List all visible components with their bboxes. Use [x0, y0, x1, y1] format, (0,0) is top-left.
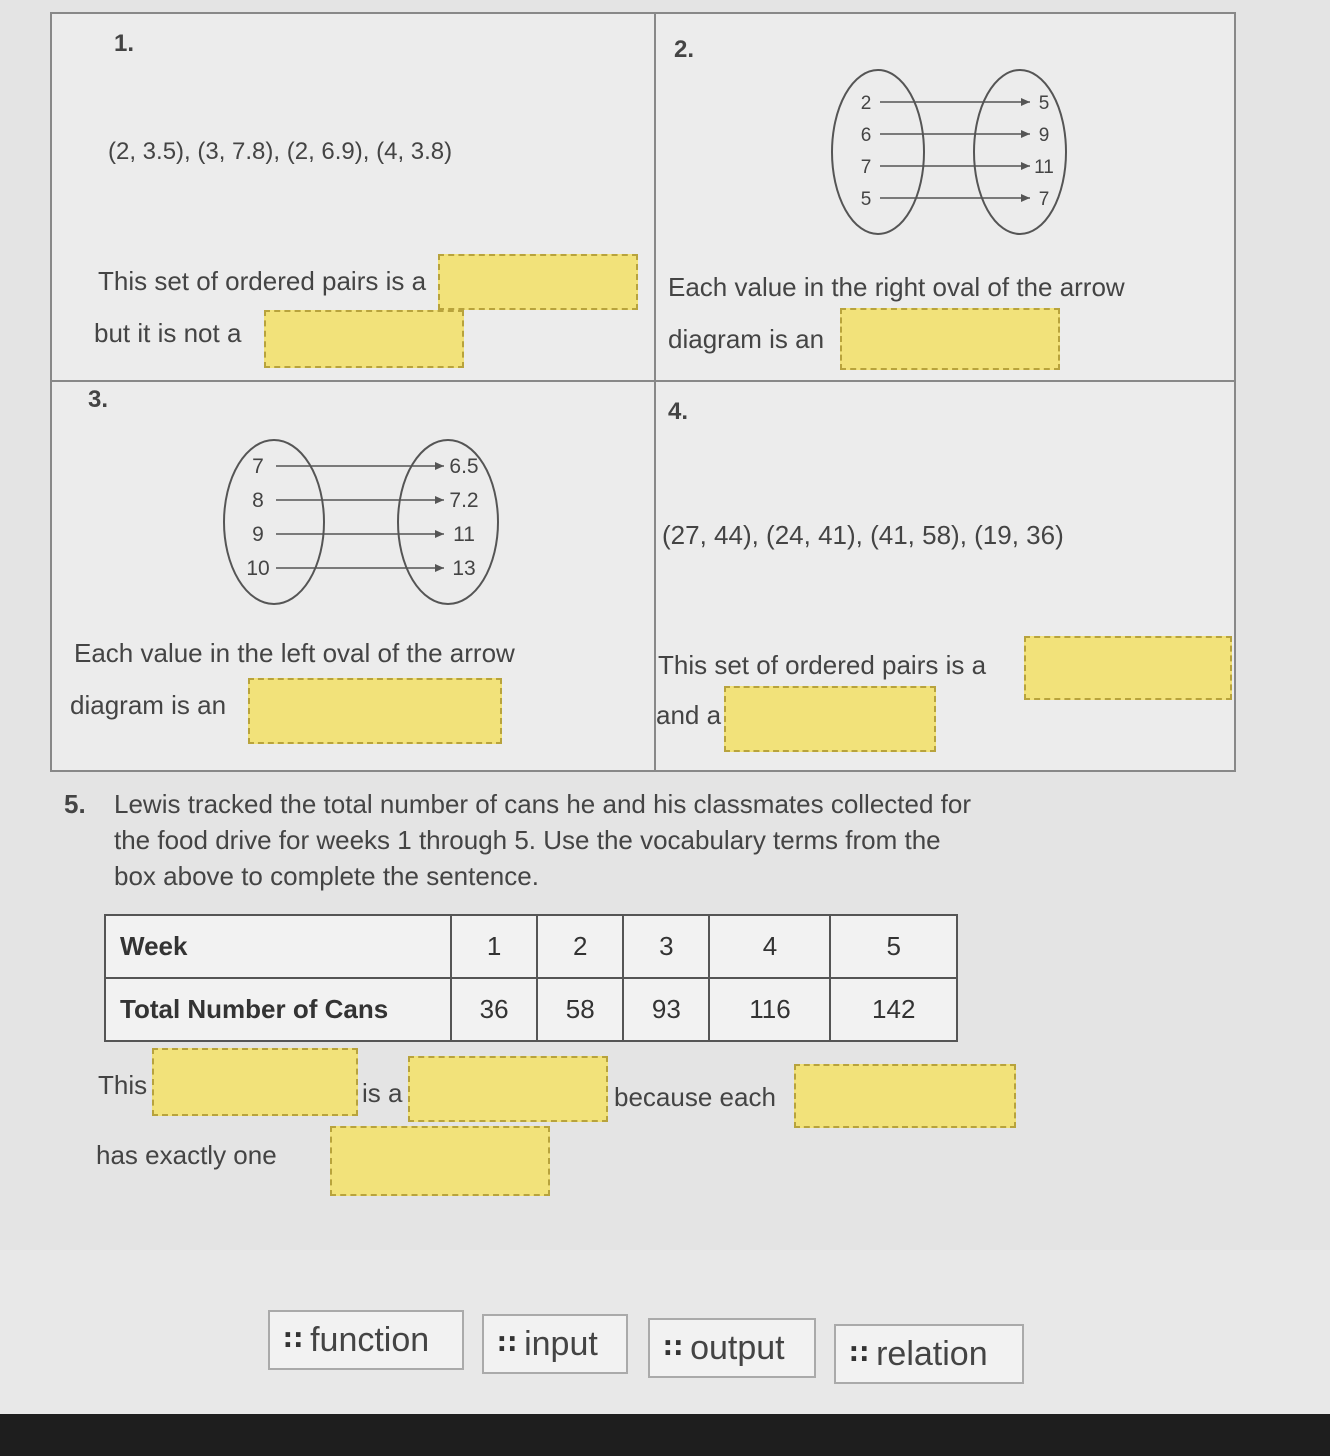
chip-label: output	[690, 1328, 785, 1367]
left-oval	[832, 70, 924, 234]
table-cell: 3	[623, 915, 709, 978]
q5-sentence-this: This	[98, 1070, 148, 1100]
right-value: 6.5	[449, 455, 479, 478]
table-cell: 36	[451, 978, 537, 1041]
table-cell: 58	[537, 978, 623, 1041]
question-text: Lewis tracked the total number of cans he and his classmates collected for the food drive for weeks 1 through 5. Use the vocabulary terms from the box above to complete the sentence.	[114, 789, 971, 891]
answer-slot-2[interactable]	[840, 308, 1060, 370]
arrow-diagram	[826, 64, 1106, 244]
arrowhead	[435, 530, 444, 538]
left-value: 9	[252, 523, 264, 546]
ordered-pairs: (27, 44), (24, 41), (41, 58), (19, 36)	[662, 520, 1064, 550]
drag-handle-icon: ∷	[498, 1328, 515, 1359]
table-cell: 142	[830, 978, 957, 1041]
problem-2	[656, 14, 1234, 380]
right-value: 11	[453, 523, 475, 546]
q5-sentence-because-each: because each	[614, 1082, 776, 1112]
q5-sentence-is-a: is a	[362, 1078, 403, 1108]
word-chip-function[interactable]	[268, 1310, 464, 1370]
table-cell: 5	[830, 915, 957, 978]
sentence-line-1: This set of ordered pairs is a	[98, 266, 427, 296]
answer-slot-4a[interactable]	[1024, 636, 1232, 700]
problem-number: 1.	[114, 30, 135, 57]
sentence-line-2: diagram is an	[668, 324, 825, 354]
sentence-line-2: diagram is an	[70, 690, 227, 720]
ordered-pairs: (2, 3.5), (3, 7.8), (2, 6.9), (4, 3.8)	[108, 138, 453, 165]
arrowhead	[435, 462, 444, 470]
table-cell: 2	[537, 915, 623, 978]
right-value: 9	[1038, 125, 1050, 146]
arrowhead	[435, 564, 444, 572]
table-row	[105, 915, 957, 978]
sentence-line-1: Each value in the right oval of the arrow	[668, 272, 1125, 302]
chip-label: function	[310, 1320, 430, 1359]
answer-slot-3[interactable]	[248, 678, 502, 744]
table-cell: 1	[451, 915, 537, 978]
question-number: 5.	[64, 789, 86, 819]
screen-bezel	[0, 1414, 1330, 1456]
left-oval	[224, 440, 324, 604]
problem-number: 2.	[674, 36, 695, 63]
table-row	[105, 978, 957, 1041]
left-value: 2	[860, 93, 872, 114]
mapping-arrows	[246, 455, 478, 580]
sentence-line-1: Each value in the left oval of the arrow	[74, 638, 515, 668]
left-value: 8	[252, 489, 264, 512]
chip-label: relation	[876, 1334, 988, 1373]
drag-handle-icon: ∷	[284, 1324, 301, 1355]
problem-number: 3.	[88, 386, 109, 413]
left-value: 10	[246, 557, 270, 580]
table-cell: 4	[709, 915, 830, 978]
table-cell: 93	[623, 978, 709, 1041]
right-oval	[974, 70, 1066, 234]
problem-1	[52, 14, 654, 380]
arrowhead	[1021, 130, 1030, 138]
drag-handle-icon: ∷	[664, 1332, 681, 1363]
cans-table	[104, 914, 958, 1042]
answer-slot-5b[interactable]	[408, 1056, 608, 1122]
arrow-diagram	[218, 426, 518, 616]
answer-slot-5d[interactable]	[330, 1126, 550, 1196]
left-value: 7	[860, 157, 872, 178]
right-oval	[398, 440, 498, 604]
left-value: 6	[860, 125, 872, 146]
word-chip-relation[interactable]	[834, 1324, 1024, 1384]
sentence-line-2: and a	[656, 700, 722, 730]
problems-grid	[50, 12, 1236, 772]
sentence-line-2: but it is not a	[94, 318, 242, 348]
arrowhead	[1021, 98, 1030, 106]
right-value: 7.2	[449, 489, 479, 512]
left-value: 5	[860, 189, 872, 210]
sentence-line-1: This set of ordered pairs is a	[658, 650, 987, 680]
row-header-week: Week	[105, 915, 451, 978]
right-value: 13	[452, 557, 476, 580]
word-chip-output[interactable]	[648, 1318, 816, 1378]
left-value: 7	[252, 455, 264, 478]
arrowhead	[435, 496, 444, 504]
arrowhead	[1021, 162, 1030, 170]
drag-handle-icon: ∷	[850, 1338, 867, 1369]
row-header-cans: Total Number of Cans	[105, 978, 451, 1041]
arrowhead	[1021, 194, 1030, 202]
table-cell: 116	[709, 978, 830, 1041]
answer-slot-1b[interactable]	[264, 310, 464, 368]
right-value: 7	[1038, 189, 1050, 210]
answer-slot-5c[interactable]	[794, 1064, 1016, 1128]
q5-sentence-has-exactly-one: has exactly one	[96, 1140, 277, 1170]
right-value: 5	[1038, 93, 1050, 114]
answer-slot-5a[interactable]	[152, 1048, 358, 1116]
word-chip-input[interactable]	[482, 1314, 628, 1374]
answer-slot-4b[interactable]	[724, 686, 936, 752]
answer-slot-1a[interactable]	[438, 254, 638, 310]
right-value: 11	[1034, 157, 1054, 178]
problem-4	[656, 382, 1234, 770]
problem-number: 4.	[668, 398, 689, 425]
chip-label: input	[524, 1324, 598, 1363]
problem-3	[52, 382, 654, 770]
mapping-arrows	[861, 93, 1054, 210]
